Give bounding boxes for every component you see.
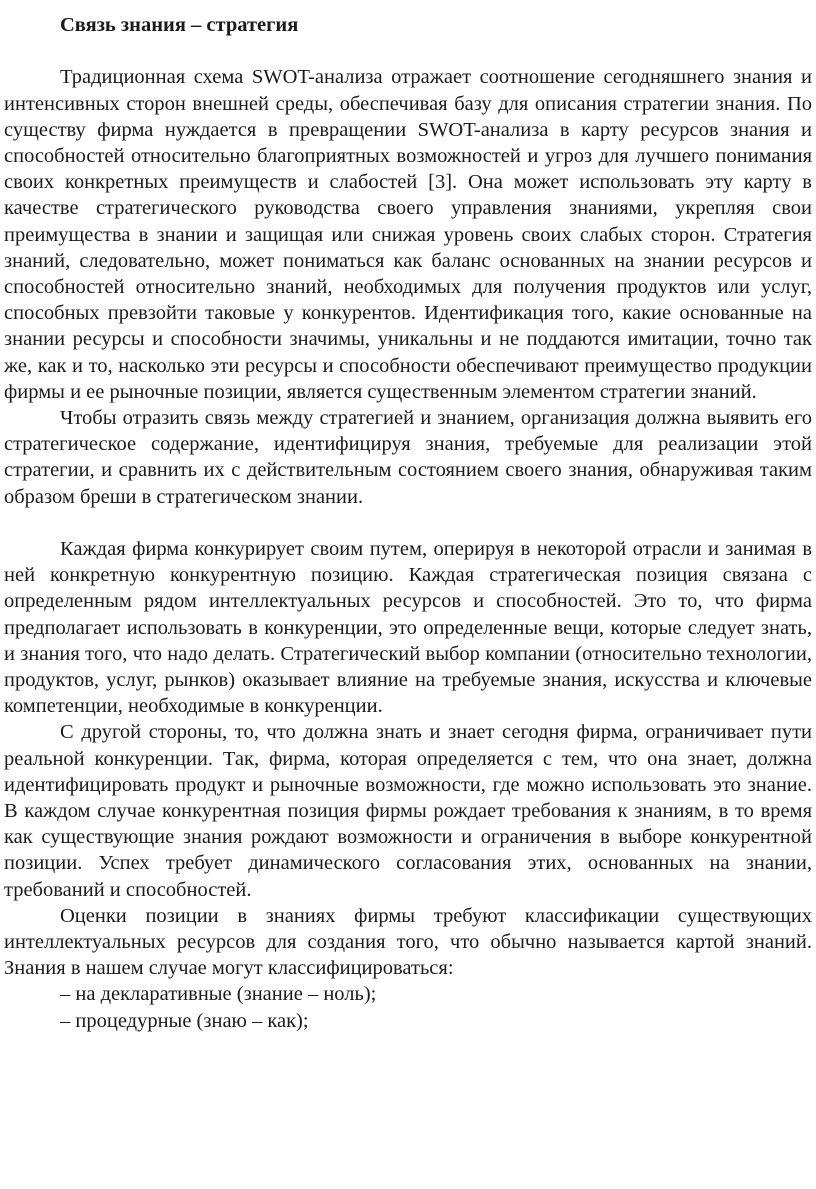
paragraph-assessment: Оценки позиции в знаниях фирмы требуют классификации существующих интеллектуальных ресурсов для создания того, что обычно называется картой знаний. Знания в нашем случае могут классифицироваться: [4,904,812,980]
list-item-procedural: – процедурные (знаю – как); [60,1009,309,1032]
paragraph-other-side: С другой стороны, то, что должна знать и знает сегодня фирма, ограничивает пути реальной конкуренции. Так, фирма, которая определяется с тем, что она знает, должна идентифицировать продукт и рыночные возможности, где можно использовать это знание. В каждом случае конкурентная позиция фирмы рождает требования к знаниям, в то время как существующие знания рождают возможности и ограничения в выборе конкурентной позиции. Успех требует динамического согласования этих, основанных на знании, требований и способностей. [4,721,812,901]
paragraph-competition: Каждая фирма конкурирует своим путем, оперируя в некоторой отрасли и занимая в ней конкретную конкурентную позицию. Каждая стратегическая позиция связана с определенным рядом интеллектуальных ресурсов и способностей. Это то, что фирма предполагает использовать в конкуренции, это определенные вещи, которые следует знать, и знания того, что надо делать. Стратегический выбор компании (относительно технологии, продуктов, услуг, рынков) оказывает влияние на требуемые знания, искусства и ключевые компетенции, необходимые в конкуренции. [4,538,812,718]
spacer [4,38,812,64]
list-item-declarative: – на декларативные (знание – ноль); [60,983,377,1006]
paragraph-strategy-link: Чтобы отразить связь между стратегией и знанием, организация должна выявить его стратегическое содержание, идентифицируя знания, требуемые для реализации этой стратегии, и сравнить их с действительным состоянием своего знания, обнаруживая таким образом бреши в стратегическом знании. [4,407,812,508]
paragraph-swot: Традиционная схема SWOT-анализа отражает соотношение сегодняшнего знания и интенсивных сторон внешней среды, обеспечивая базу для описания стратегии знания. По существу фирма нуждается в превращении SWOT-анализа в карту ресурсов знания и способностей относительно благоприятных возможностей и угроз для лучшего понимания своих конкретных преимуществ и слабостей [3]. Она может использовать эту карту в качестве стратегического руководства своего управления знаниями, укрепляя свои преимущества в знании и защищая или снижая уровень своих слабых сторон. Стратегия знаний, следовательно, может пониматься как баланс основанных на знании ресурсов и способностей относительно знаний, необходимых для получения продуктов или услуг, способных превзойти таковые у конкурентов. Идентификация того, какие основанные на знании ресурсы и способности значимы, уникальны и не поддаются имитации, точно так же, как и то, насколько эти ресурсы и способности обеспечивают преимущество продукции фирмы и ее рыночные позиции, является существенным элементом стратегии знаний. [4,66,812,403]
section-heading: Связь знания – стратегия [60,14,299,36]
spacer [4,510,812,536]
